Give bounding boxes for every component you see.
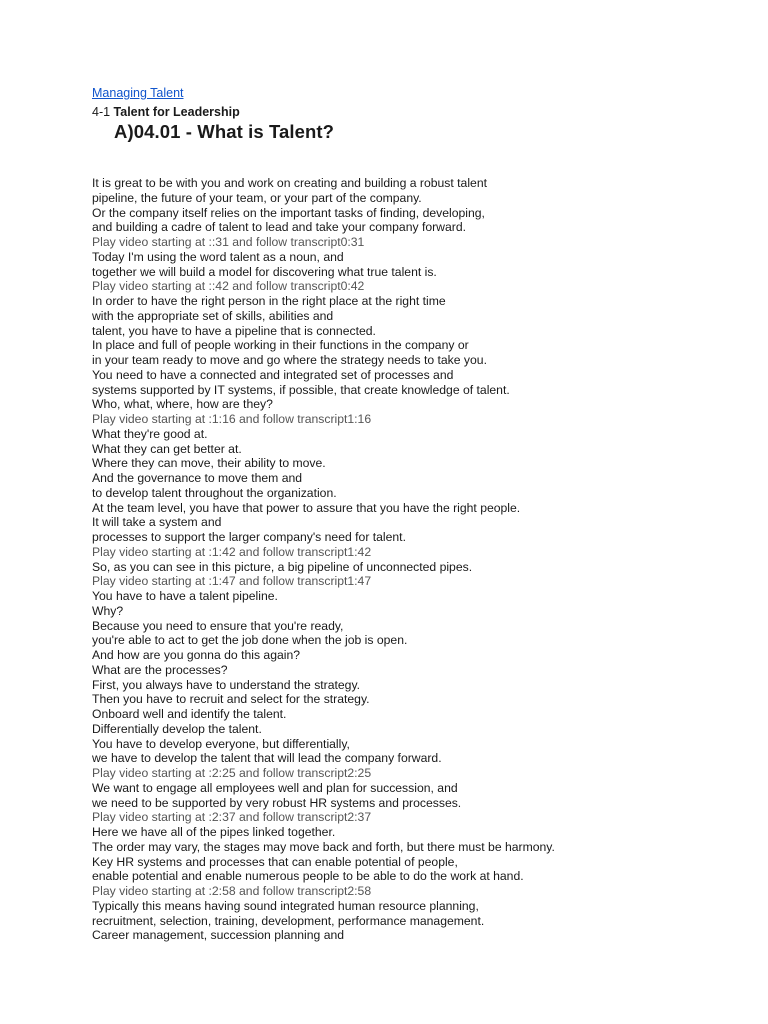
transcript-line: together we will build a model for discovering what true talent is. [92,264,437,279]
transcript-line: The order may vary, the stages may move back and forth, but there must be harmony. [92,839,555,854]
transcript-line: Then you have to recruit and select for the strategy. [92,692,370,707]
transcript-line: It will take a system and [92,515,222,530]
play-video-link[interactable]: Play video starting at :1:16 and follow transcript1:16 [92,412,372,426]
transcript-line: You need to have a connected and integrated set of processes and [92,367,454,382]
play-video-link[interactable]: Play video starting at :2:25 and follow transcript2:25 [92,766,372,780]
transcript-line: talent, you have to have a pipeline that is connected. [92,323,376,338]
transcript-line: In order to have the right person in the right place at the right time [92,294,446,308]
play-video-link[interactable]: Play video starting at ::31 and follow transcript0:31 [92,235,365,249]
transcript-line: pipeline, the future of your team, or your part of the company. [92,190,422,205]
transcript-line: we have to develop the talent that will lead the company forward. [92,751,442,766]
transcript-line: Or the company itself relies on the important tasks of finding, developing, [92,205,485,220]
section-title: Talent for Leadership [113,105,240,119]
transcript-line: We want to engage all employees well and plan for succession, and [92,780,458,795]
transcript-line: Typically this means having sound integrated human resource planning, [92,898,479,913]
transcript-line: You have to have a talent pipeline. [92,589,278,603]
transcript-line: we need to be supported by very robust HR systems and processes. [92,795,462,810]
play-video-link[interactable]: Play video starting at :2:37 and follow transcript2:37 [92,810,372,825]
transcript-line: And the governance to move them and [92,471,303,485]
transcript-line: and building a cadre of talent to lead and take your company forward. [92,220,466,235]
transcript-line: Career management, succession planning and [92,928,345,943]
page-title: A)04.01 - What is Talent? [114,121,335,142]
transcript-line: Why? [92,603,124,618]
breadcrumb-link-managing-talent[interactable]: Managing Talent [92,86,184,100]
transcript-line: to develop talent throughout the organization. [92,485,337,500]
document-page [92,86,692,943]
transcript-line: You have to develop everyone, but differentially, [92,736,350,751]
section-number: 4-1 [92,105,114,119]
play-video-link[interactable]: Play video starting at ::42 and follow transcript0:42 [92,279,365,294]
transcript-line: Key HR systems and processes that can enable potential of people, [92,854,458,869]
transcript-line: Because you need to ensure that you're ready, [92,618,344,633]
transcript-line: Here we have all of the pipes linked together. [92,825,336,839]
play-video-link[interactable]: Play video starting at :2:58 and follow transcript2:58 [92,884,372,898]
transcript-line: with the appropriate set of skills, abilities and [92,308,334,323]
transcript-line: you're able to act to get the job done when the job is open. [92,633,408,648]
transcript-line: First, you always have to understand the strategy. [92,677,361,692]
transcript-line: Today I'm using the word talent as a noun, and [92,249,344,264]
transcript-line: And how are you gonna do this again? [92,648,301,662]
play-video-link[interactable]: Play video starting at :1:42 and follow transcript1:42 [92,544,372,559]
transcript-line: What they can get better at. [92,441,242,456]
transcript-line: Who, what, where, how are they? [92,397,273,412]
transcript-line: Differentially develop the talent. [92,721,262,736]
transcript-line: What are the processes? [92,662,228,677]
transcript-line: It is great to be with you and work on creating and building a robust talent [92,176,487,190]
transcript-line: What they're good at. [92,426,208,441]
section-heading [92,105,692,120]
transcript-line: processes to support the larger company's need for talent. [92,530,406,544]
transcript-line: Onboard well and identify the talent. [92,707,287,721]
transcript-line: At the team level, you have that power to assure that you have the right people. [92,500,521,515]
transcript-line: enable potential and enable numerous people to be able to do the work at hand. [92,869,524,884]
transcript-body [92,176,692,943]
play-video-link[interactable]: Play video starting at :1:47 and follow transcript1:47 [92,574,372,589]
transcript-line: Where they can move, their ability to move. [92,456,326,471]
transcript-line: recruitment, selection, training, development, performance management. [92,913,485,928]
transcript-line: systems supported by IT systems, if possible, that create knowledge of talent. [92,382,510,397]
transcript-line: in your team ready to move and go where the strategy needs to take you. [92,353,487,367]
transcript-line: In place and full of people working in their functions in the company or [92,338,469,353]
transcript-line: So, as you can see in this picture, a big pipeline of unconnected pipes. [92,559,473,574]
